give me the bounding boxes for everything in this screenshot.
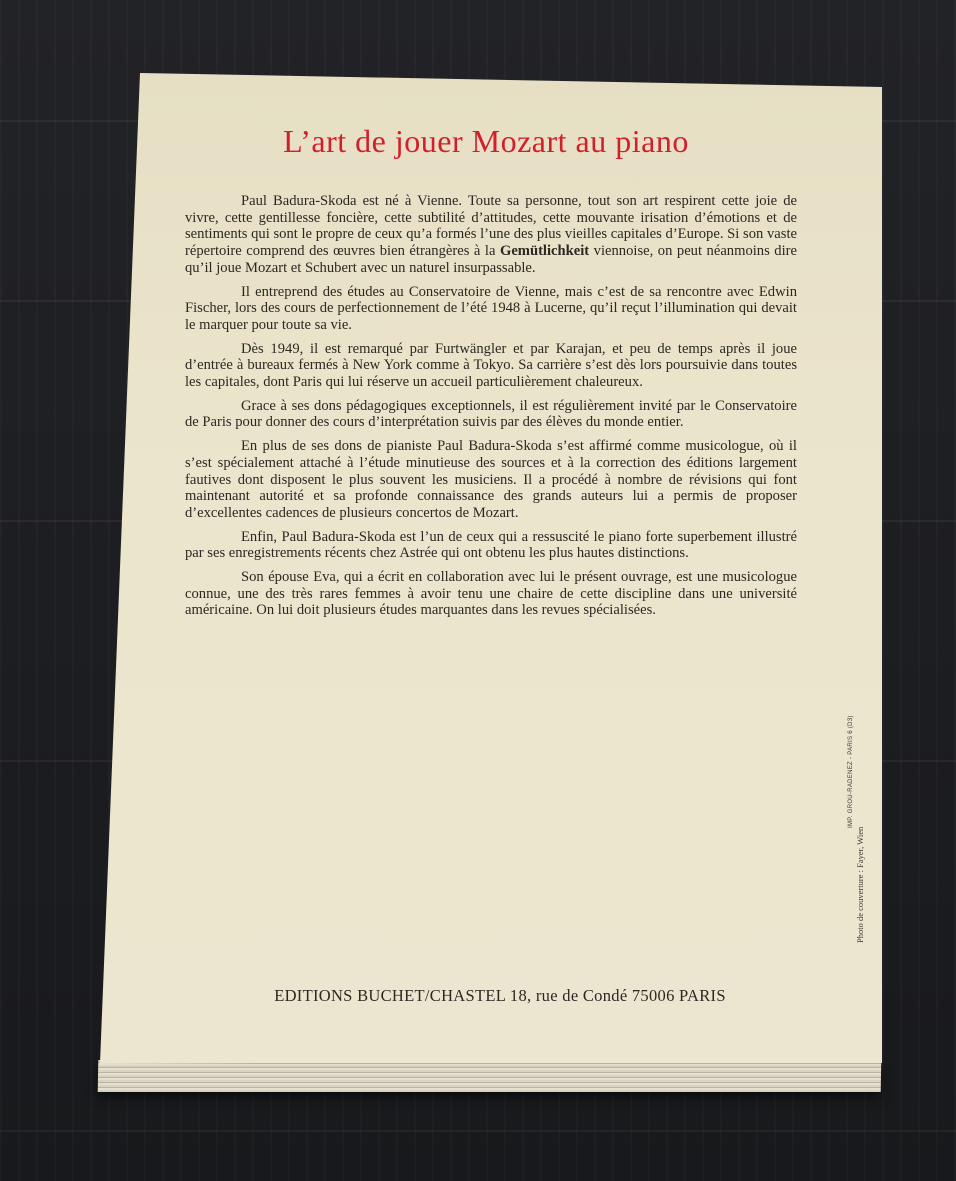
paragraph-6: Enfin, Paul Badura-Skoda est l’un de ceux qui a ressuscité le piano forte superbement illustré par ses enregistrements récents chez Astrée qui ont obtenu les plus hautes distinctions. <box>185 528 797 562</box>
book-title: L’art de jouer Mozart au piano <box>283 123 689 159</box>
paragraph-7: Son épouse Eva, qui a écrit en collaboration avec lui le présent ouvrage, est une musicologue connue, une des très rares femmes à avoir tenu une chaire de cette discipline dans une université américaine. On lui doit plusieurs études marquantes dans les revues spécialisées. <box>185 569 797 619</box>
blurb-text <box>185 193 797 626</box>
photo-credit: Photo de couverture : Fayer, Wien <box>855 826 865 943</box>
paragraph-1-text: Paul Badura-Skoda est né à Vienne. Toute sa personne, tout son art respirent cette joie de vivre, cette gentillesse foncière, cette subtilité d’attitudes, cette mouvante irisation d’émotions et de sentiments qui sont le propre de ceux qu’a formés l’une des plus vieilles capitales d’Europe. Si son vaste répertoire comprend des œuvres bien étrangères à la <box>185 193 797 260</box>
paragraph-4: Grace à ses dons pédagogiques exceptionnels, il est régulièrement invité par le Conservatoire de Paris pour donner des cours d’interprétation suivis par des élèves du monde entier. <box>185 397 797 431</box>
paragraph-3: Dès 1949, il est remarqué par Furtwängler et par Karajan, et peu de temps après il joue d’entrée à bureaux fermés à New York comme à Tokyo. Sa carrière s’est dès lors poursuivie dans toutes les capitales, dont Paris qui lui réserve un accueil particulièrement chaleureux. <box>185 340 797 391</box>
publisher-line: EDITIONS BUCHET/CHASTEL 18, rue de Condé 75006 PARIS <box>274 986 726 1005</box>
paragraph-2: Il entreprend des études au Conservatoire de Vienne, mais c’est de sa rencontre avec Edwin Fischer, lors des cours de perfectionnement de l’été 1948 à Lucerne, qu’il reçut l’illumination qui devait le marquer pour toute sa vie. <box>185 283 797 333</box>
paragraph-1 <box>185 193 797 277</box>
bold-term: Gemütlichkeit <box>499 243 590 260</box>
paragraph-5: En plus de ses dons de pianiste Paul Badura-Skoda s’est affirmé comme musicologue, où il s’est spécialement attaché à l’étude minutieuse des sources et à la correction des éditions largement fautives dont disposent le plus souvent les musiciens. Il a procédé à nombre de révisions qui font maintenant autorité et sa profonde connaissance des grands auteurs lui a permis de proposer d’excellentes cadences de plusieurs concertos de Mozart. <box>185 438 797 521</box>
printer-imprint: IMP. GROU-RADENEZ - PARIS 6 (D3) <box>848 715 854 828</box>
paragraph-1-tail: viennoise, on peut néanmoins dire qu’il joue Mozart et Schubert avec un naturel insurpassable. <box>185 243 797 276</box>
cover-content <box>100 73 882 1068</box>
